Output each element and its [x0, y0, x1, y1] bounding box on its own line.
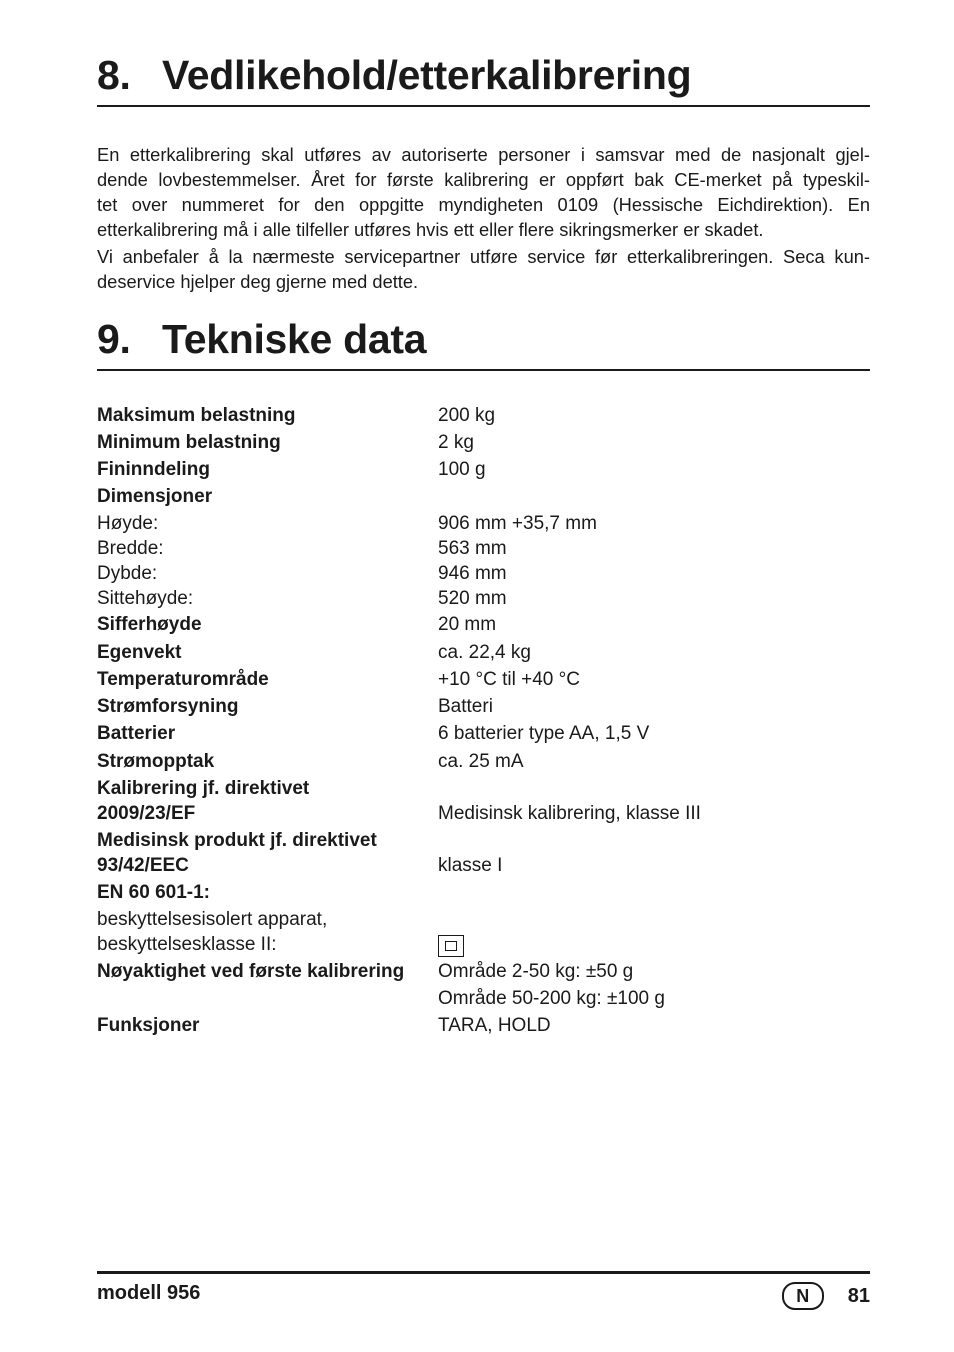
spec-row	[97, 405, 870, 432]
spec-value: 520 mm	[438, 588, 507, 609]
spec-row	[97, 751, 870, 778]
spec-row	[97, 538, 870, 563]
spec-value: 2 kg	[438, 432, 474, 453]
section-8-paragraph-2	[97, 244, 870, 294]
spec-value: TARA, HOLD	[438, 1015, 551, 1036]
spec-row	[97, 961, 870, 988]
spec-label: beskyttelsesklasse II:	[97, 934, 277, 955]
spec-value: 100 g	[438, 459, 486, 480]
spec-row	[97, 696, 870, 723]
paragraph-line: etterkalibrering må i alle tilfeller utføres hvis ett eller flere sikringsmerker er skadet.	[97, 219, 764, 240]
spec-row	[97, 855, 870, 882]
spec-label: Egenvekt	[97, 642, 182, 663]
section-9-heading	[97, 316, 870, 371]
spec-row	[97, 988, 870, 1015]
spec-value: 906 mm +35,7 mm	[438, 513, 597, 534]
spec-label: Medisinsk produkt jf. direktivet	[97, 830, 377, 851]
spec-label: Høyde:	[97, 513, 159, 534]
spec-row	[97, 642, 870, 669]
spec-row	[97, 432, 870, 459]
spec-label: EN 60 601-1:	[97, 882, 211, 903]
spec-label: Bredde:	[97, 538, 164, 559]
page-footer	[97, 1271, 870, 1310]
spec-row	[97, 669, 870, 696]
spec-row	[97, 563, 870, 588]
spec-value: ca. 22,4 kg	[438, 642, 531, 663]
footer-right	[782, 1282, 870, 1310]
spec-label: Sittehøyde:	[97, 588, 194, 609]
spec-label: Minimum belastning	[97, 432, 281, 453]
spec-label: Dimensjoner	[97, 486, 213, 507]
spec-value: Medisinsk kalibrering, klasse III	[438, 803, 701, 824]
spec-row	[97, 909, 870, 934]
spec-value	[438, 934, 870, 957]
spec-row	[97, 513, 870, 538]
spec-label: 2009/23/EF	[97, 803, 196, 824]
spec-row	[97, 882, 870, 909]
spec-label: Temperaturområde	[97, 669, 269, 690]
protection-class-ii-icon	[438, 935, 464, 957]
spec-value: klasse I	[438, 855, 503, 876]
spec-label: 93/42/EEC	[97, 855, 189, 876]
spec-row	[97, 588, 870, 613]
section-9-number: 9.	[97, 316, 131, 362]
spec-row	[97, 803, 870, 830]
spec-label: Kalibrering jf. direktivet	[97, 778, 310, 799]
section-8-title: Vedlikehold/etterkalibrering	[162, 52, 692, 98]
spec-value: 6 batterier type AA, 1,5 V	[438, 723, 650, 744]
spec-label: Sifferhøyde	[97, 614, 202, 635]
spec-value: 563 mm	[438, 538, 507, 559]
spec-row	[97, 934, 870, 961]
spec-row	[97, 723, 870, 751]
spec-value: Batteri	[438, 696, 493, 717]
section-9-title: Tekniske data	[162, 316, 427, 362]
spec-row	[97, 778, 870, 803]
spec-row	[97, 613, 870, 642]
spec-label: Funksjoner	[97, 1015, 200, 1036]
paragraph-line: deservice hjelper deg gjerne med dette.	[97, 271, 419, 292]
section-8-number: 8.	[97, 52, 131, 98]
spec-value: Område 50-200 kg: ±100 g	[438, 988, 665, 1009]
paragraph-line: En etterkalibrering skal utføres av autoriserte personer i samsvar med de nasjonalt gjel-	[97, 144, 870, 165]
spec-label: Fininndeling	[97, 459, 210, 480]
spec-row	[97, 486, 870, 513]
spec-value: Område 2-50 kg: ±50 g	[438, 961, 634, 982]
spec-value: ca. 25 mA	[438, 751, 524, 772]
spec-label: Strømopptak	[97, 751, 215, 772]
spec-label: Nøyaktighet ved første kalibrering	[97, 961, 405, 982]
spec-label: Maksimum belastning	[97, 405, 296, 426]
spec-label: Dybde:	[97, 563, 158, 584]
spec-label: beskyttelsesisolert apparat,	[97, 909, 328, 930]
language-badge: N	[782, 1282, 824, 1310]
footer-model: modell 956	[97, 1282, 201, 1304]
paragraph-line: dende lovbestemmelser. Året for første kalibrering er oppført bak CE-merket på typeskil-	[97, 169, 870, 190]
spec-row	[97, 1015, 870, 1042]
spec-row	[97, 830, 870, 855]
spec-value: +10 °C til +40 °C	[438, 669, 580, 690]
spec-value: 200 kg	[438, 405, 496, 426]
spec-value: 946 mm	[438, 563, 507, 584]
paragraph-line: Vi anbefaler å la nærmeste servicepartner utføre service før etterkalibreringen. Seca kun-	[97, 246, 870, 267]
spec-value: 20 mm	[438, 614, 497, 635]
technical-data-table	[97, 405, 870, 1042]
spec-label: Strømforsyning	[97, 696, 239, 717]
spec-label: Batterier	[97, 723, 176, 744]
section-8-heading	[97, 52, 870, 107]
section-8-paragraph-1	[97, 142, 870, 242]
spec-row	[97, 459, 870, 486]
paragraph-line: tet over nummeret for den oppgitte myndigheten 0109 (Hessische Eichdirektion). En	[97, 194, 870, 215]
page-number: 81	[847, 1284, 870, 1307]
